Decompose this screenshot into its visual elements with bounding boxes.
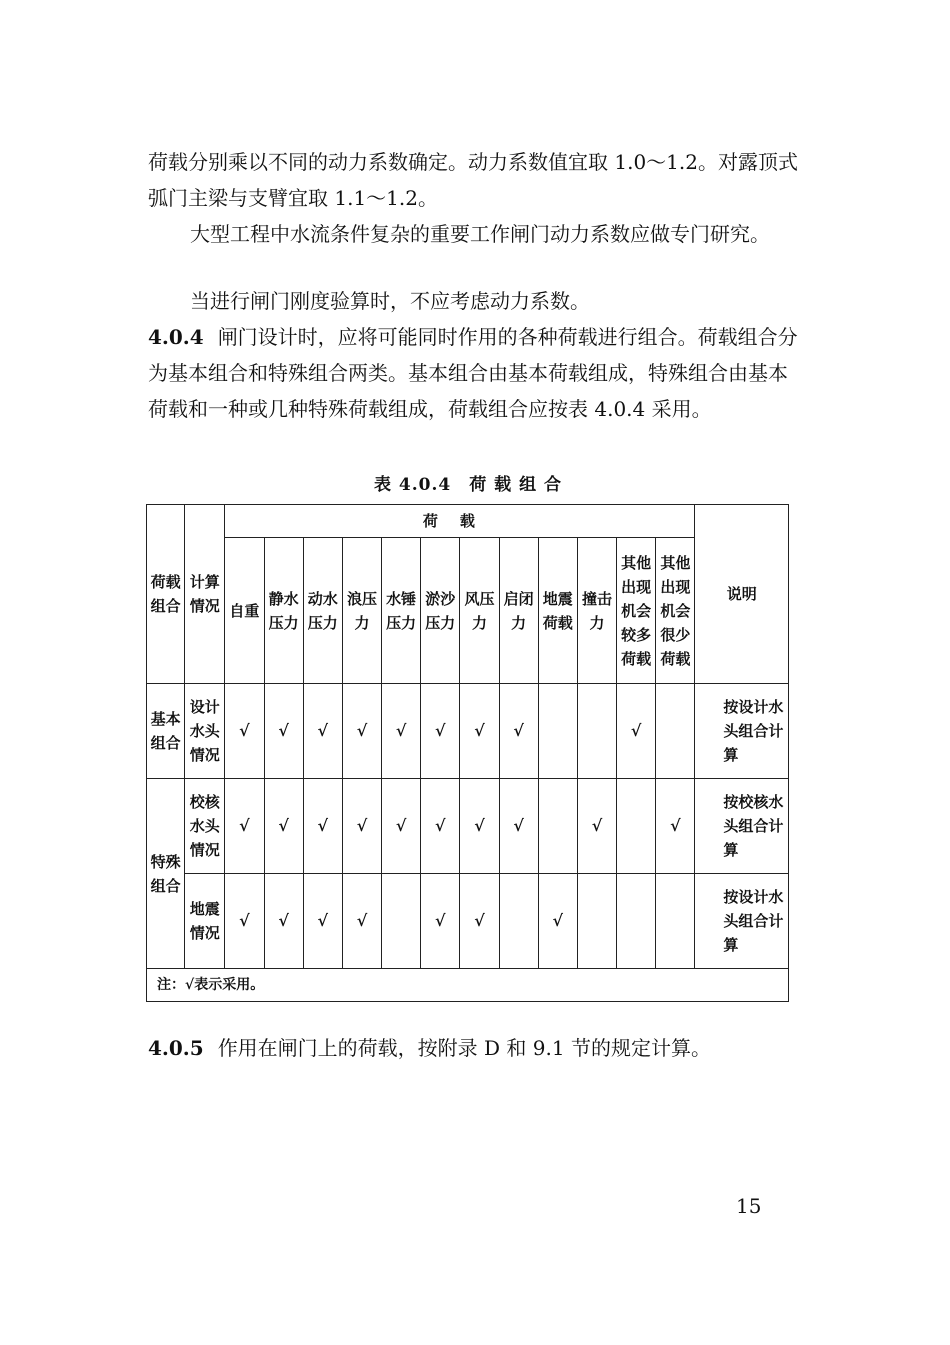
col-other-frequent: 其他出现机会较多荷载 [617,538,656,684]
header-combination: 荷载组合 [147,505,185,684]
col-water-hammer: 水锤压力 [382,538,421,684]
paragraph-stiffness-check: 当进行闸门刚度验算时，不应考虑动力系数。 [190,289,590,313]
paragraph-special-study: 大型工程中水流条件复杂的重要工作闸门动力系数应做专门研究。 [190,222,770,246]
col-wave: 浪压力 [342,538,381,684]
mark-cell: √ [342,874,381,969]
mark-cell: √ [577,779,616,874]
mark-cell: √ [617,684,656,779]
mark-cell [577,684,616,779]
mark-cell: √ [382,684,421,779]
mark-cell: √ [342,779,381,874]
col-dynamic-water: 动水压力 [303,538,342,684]
mark-cell: √ [656,779,695,874]
mark-cell: √ [342,684,381,779]
section-text: 作用在闸门上的荷载，按附录 D 和 9.1 节的规定计算。 [217,1036,711,1060]
header-case: 计算情况 [185,505,225,684]
group-basic: 基本组合 [147,684,185,779]
remark-design: 按设计水头组合计算 [695,684,789,779]
mark-cell: √ [499,684,538,779]
mark-cell [499,874,538,969]
col-silt: 淤沙压力 [421,538,460,684]
mark-cell: √ [460,874,499,969]
case-design-head: 设计水头情况 [185,684,225,779]
mark-cell: √ [225,684,264,779]
load-combination-table [146,504,789,1002]
mark-cell: √ [303,684,342,779]
section-4-0-5 [148,1030,798,1066]
col-earthquake: 地震荷载 [538,538,577,684]
mark-cell [538,779,577,874]
col-self-weight: 自重 [225,538,264,684]
mark-cell: √ [421,779,460,874]
mark-cell: √ [460,684,499,779]
group-special: 特殊组合 [147,779,185,969]
mark-cell: √ [538,874,577,969]
mark-cell: √ [264,684,303,779]
header-loads: 荷载 [225,505,695,538]
col-wind: 风压力 [460,538,499,684]
remark-check: 按校核水头组合计算 [695,779,789,874]
mark-cell [656,684,695,779]
section-number: 4.0.5 [148,1036,204,1060]
mark-cell [656,874,695,969]
mark-cell: √ [499,779,538,874]
table-caption: 表 4.0.4 荷 载 组 合 [374,475,562,495]
col-static-water: 静水压力 [264,538,303,684]
mark-cell [382,874,421,969]
section-number: 4.0.4 [148,325,204,349]
col-impact: 撞击力 [577,538,616,684]
page-number: 15 [736,1194,762,1218]
col-other-rare: 其他出现机会很少荷载 [656,538,695,684]
mark-cell: √ [303,874,342,969]
case-check-head: 校核水头情况 [185,779,225,874]
paragraph-dynamic-coefficient: 荷载分别乘以不同的动力系数确定。动力系数值宜取 1.0～1.2。对露顶式弧门主梁与支臂宜取 1.1～1.2。 [148,150,798,210]
mark-cell: √ [382,779,421,874]
case-earthquake: 地震情况 [185,874,225,969]
mark-cell: √ [264,779,303,874]
remark-earthquake: 按设计水头组合计算 [695,874,789,969]
header-remark: 说明 [695,505,789,684]
mark-cell: √ [225,874,264,969]
table-note: 注：√表示采用。 [147,969,789,1002]
mark-cell [577,874,616,969]
mark-cell: √ [225,779,264,874]
mark-cell [617,779,656,874]
mark-cell [538,684,577,779]
mark-cell: √ [421,684,460,779]
mark-cell: √ [303,779,342,874]
mark-cell [617,874,656,969]
mark-cell: √ [264,874,303,969]
mark-cell: √ [421,874,460,969]
section-4-0-4 [148,319,798,427]
col-hoist: 启闭力 [499,538,538,684]
mark-cell: √ [460,779,499,874]
section-text: 闸门设计时，应将可能同时作用的各种荷载进行组合。荷载组合分为基本组合和特殊组合两类。基本组合由基本荷载组成，特殊组合由基本荷载和一种或几种特殊荷载组成，荷载组合应按表 4.0.4 采用。 [148,325,798,421]
